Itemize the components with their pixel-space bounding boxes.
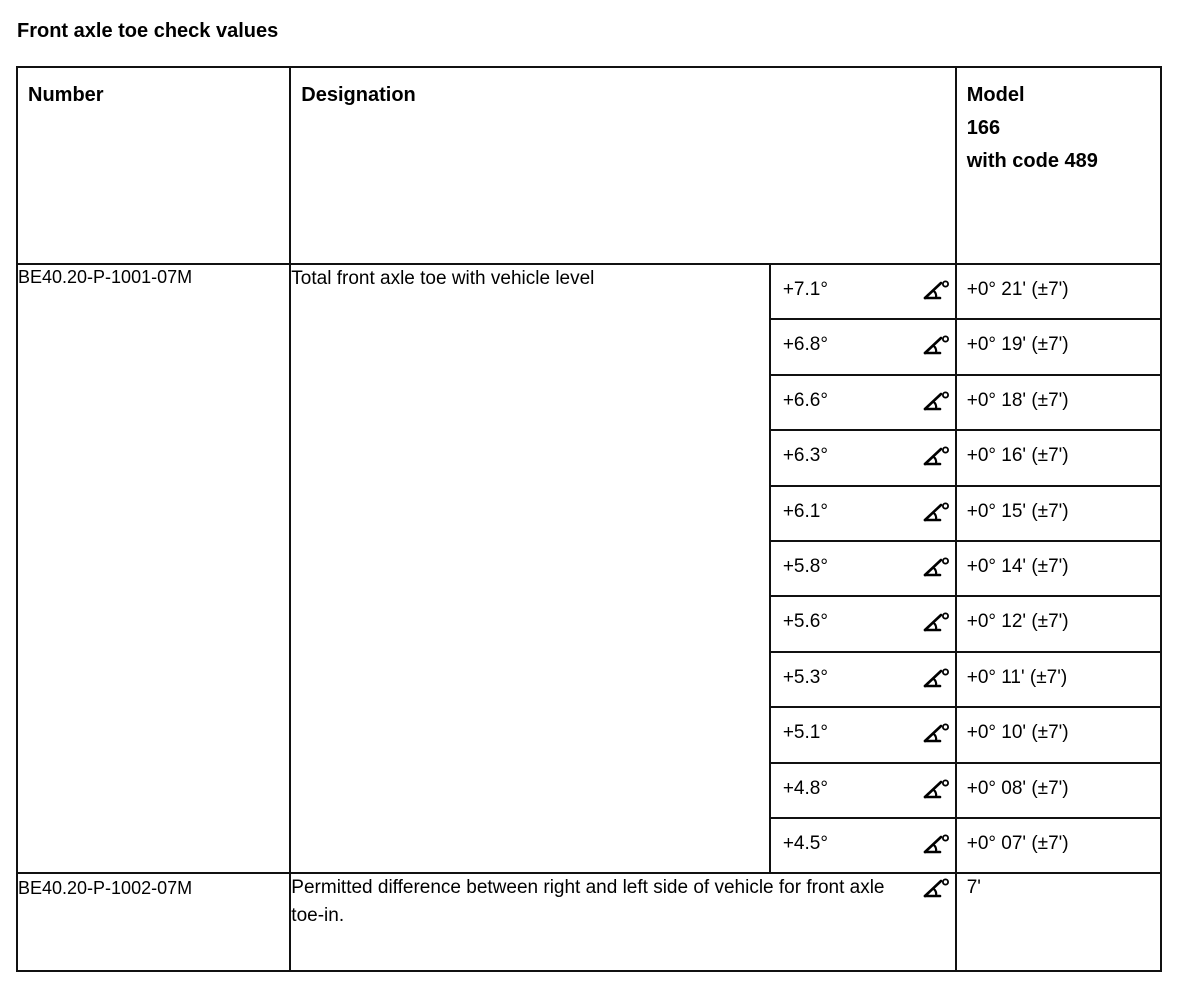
entry-designation: Total front axle toe with vehicle level xyxy=(290,264,770,873)
header-model xyxy=(956,67,1161,264)
angle-degree-cell xyxy=(922,264,956,319)
header-model-code: with code 489 xyxy=(966,150,1098,172)
angle-degree-cell xyxy=(922,375,956,430)
angle-degree-cell xyxy=(922,596,956,651)
angle-degree-icon xyxy=(922,501,950,523)
vehicle-level-value: +5.1° xyxy=(770,707,922,762)
vehicle-level-value: +4.5° xyxy=(770,818,922,873)
toe-value: +0° 16' (±7') xyxy=(956,430,1161,485)
angle-degree-cell xyxy=(922,707,956,762)
angle-degree-cell xyxy=(922,486,956,541)
angle-degree-icon xyxy=(922,611,950,633)
vehicle-level-value: +6.6° xyxy=(770,375,922,430)
toe-value: +0° 07' (±7') xyxy=(956,818,1161,873)
angle-degree-cell xyxy=(922,818,956,873)
angle-degree-icon xyxy=(922,877,950,899)
toe-value: +0° 19' (±7') xyxy=(956,319,1161,374)
angle-degree-icon xyxy=(922,667,950,689)
angle-degree-icon xyxy=(922,279,950,301)
angle-degree-icon xyxy=(922,445,950,467)
angle-degree-cell xyxy=(922,652,956,707)
header-model-label: Model xyxy=(966,84,1025,106)
toe-value: +0° 12' (±7') xyxy=(956,596,1161,651)
vehicle-level-value: +5.8° xyxy=(770,541,922,596)
header-designation: Designation xyxy=(290,67,955,264)
toe-values-table xyxy=(16,66,1162,972)
vehicle-level-value: +6.8° xyxy=(770,319,922,374)
angle-degree-icon xyxy=(922,390,950,412)
angle-degree-cell xyxy=(922,430,956,485)
vehicle-level-value: +7.1° xyxy=(770,264,922,319)
table-header-row xyxy=(17,67,1161,264)
angle-degree-icon xyxy=(922,833,950,855)
header-number: Number xyxy=(17,67,290,264)
toe-value: +0° 18' (±7') xyxy=(956,375,1161,430)
toe-value: +0° 11' (±7') xyxy=(956,652,1161,707)
document-title: Front axle toe check values xyxy=(17,20,279,42)
header-model-number: 166 xyxy=(966,117,1001,139)
toe-value: +0° 08' (±7') xyxy=(956,763,1161,818)
vehicle-level-value: +6.1° xyxy=(770,486,922,541)
table-row xyxy=(17,873,1161,971)
angle-degree-cell xyxy=(922,541,956,596)
entry-value: 7' xyxy=(956,873,1161,971)
table-row xyxy=(17,264,1161,319)
toe-value: +0° 15' (±7') xyxy=(956,486,1161,541)
vehicle-level-value: +5.6° xyxy=(770,596,922,651)
toe-value: +0° 10' (±7') xyxy=(956,707,1161,762)
angle-degree-icon xyxy=(922,334,950,356)
toe-value: +0° 21' (±7') xyxy=(956,264,1161,319)
angle-degree-icon xyxy=(922,556,950,578)
angle-degree-cell xyxy=(922,763,956,818)
vehicle-level-value: +4.8° xyxy=(770,763,922,818)
vehicle-level-value: +6.3° xyxy=(770,430,922,485)
entry-number: BE40.20-P-1001-07M xyxy=(17,264,290,873)
angle-degree-icon xyxy=(922,778,950,800)
vehicle-level-value: +5.3° xyxy=(770,652,922,707)
entry-number: BE40.20-P-1002-07M xyxy=(17,873,290,971)
toe-value: +0° 14' (±7') xyxy=(956,541,1161,596)
entry-designation: Permitted difference between right and left side of vehicle for front axle toe-in. xyxy=(290,873,922,971)
angle-degree-cell xyxy=(922,873,956,971)
angle-degree-icon xyxy=(922,722,950,744)
angle-degree-cell xyxy=(922,319,956,374)
